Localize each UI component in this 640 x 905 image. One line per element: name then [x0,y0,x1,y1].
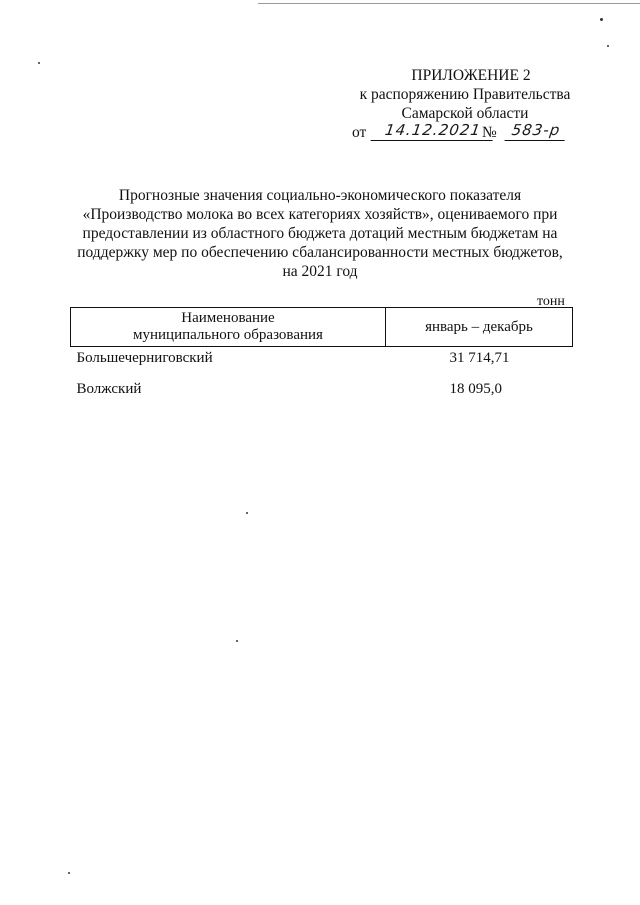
data-table [70,307,573,403]
scan-speck [607,45,609,47]
appendix-reference-line: к распоряжению Правительства [359,86,571,103]
header-period: январь – декабрь [385,308,572,347]
municipality-name: Большечерниговский [76,350,213,366]
table-row [71,372,573,403]
document-title-line: Прогнозные значения социально-экономического показателя [118,187,522,204]
header-municipality-line2: муниципального образования [133,327,323,343]
number-prefix: № [482,124,497,141]
document-title-line: «Производство молока во всех категориях хозяйств», оцениваемого при [82,206,558,223]
scan-speck [600,18,603,21]
document-title [70,186,570,281]
appendix-header [350,66,580,143]
header-municipality-line1: Наименование [181,310,275,326]
production-value: 31 714,71 [449,350,510,366]
unit-label: тонн [537,294,565,309]
scan-speck [38,62,40,64]
header-municipality [71,308,386,347]
handwritten-number: 583-р [505,120,568,141]
appendix-region-line: Самарской области [401,105,529,122]
scan-speck [236,640,238,642]
scan-speck [68,872,70,874]
appendix-title: ПРИЛОЖЕНИЕ 2 [411,67,531,84]
handwritten-date: 14.12.2021 [371,120,496,141]
table-header-row [71,308,573,347]
appendix-date-number-line [350,123,580,143]
date-prefix: от [352,124,367,141]
document-title-line: поддержку мер по обеспечению сбалансированности местных бюджетов, [77,244,563,261]
municipality-name: Волжский [76,381,142,397]
table-row [71,347,573,373]
scan-edge-line [258,3,640,4]
document-title-line: на 2021 год [282,263,358,280]
production-value: 18 095,0 [449,381,502,397]
scan-speck [246,512,248,514]
document-title-line: предоставлении из областного бюджета дотаций местным бюджетам на [82,225,558,242]
